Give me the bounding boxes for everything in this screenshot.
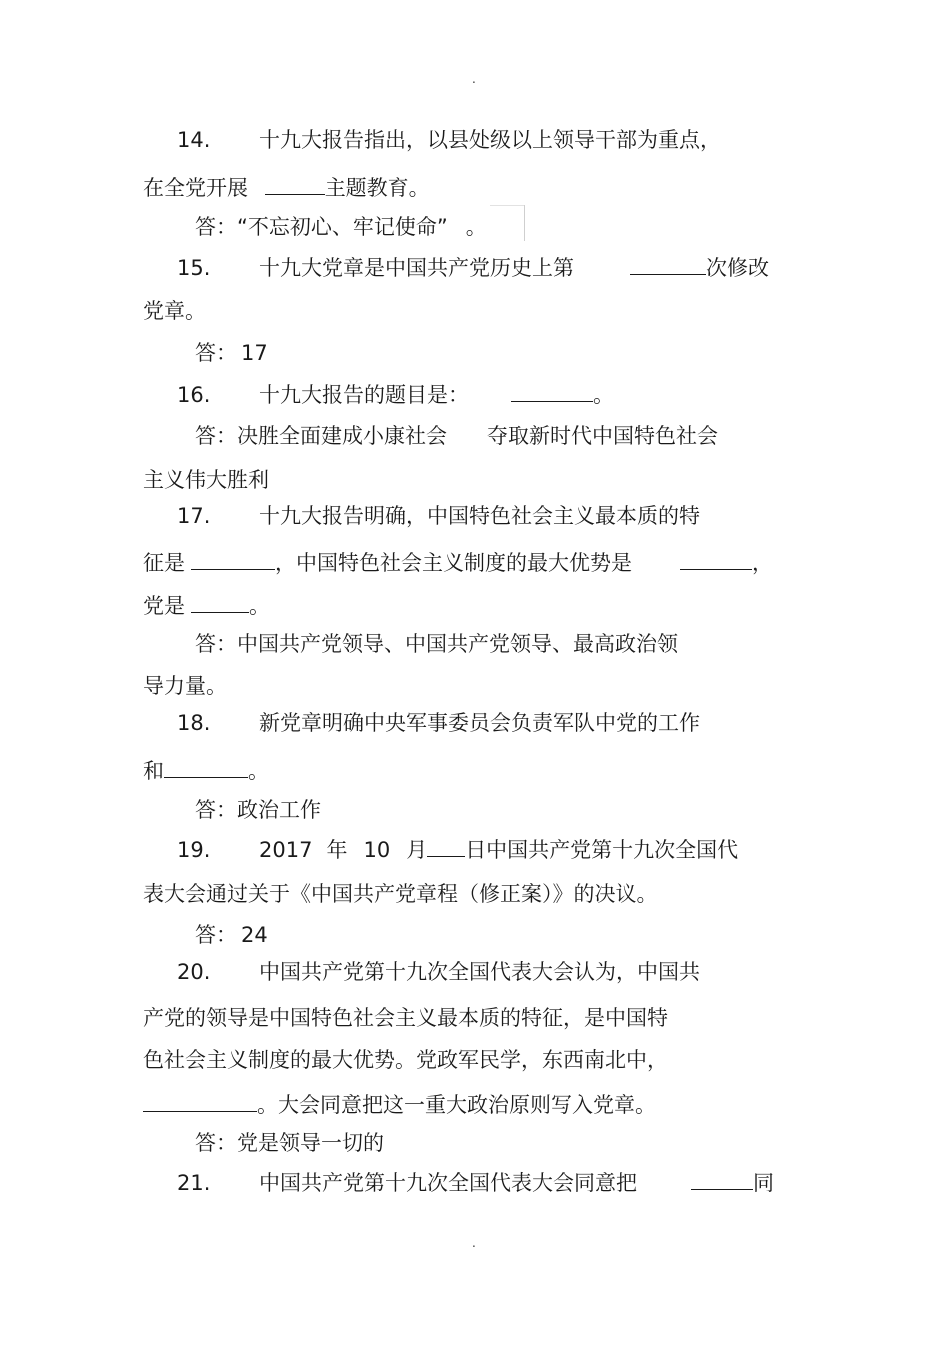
question-20-cont2 <box>143 1046 668 1074</box>
question-number: 21. <box>177 1171 211 1195</box>
fill-blank <box>191 547 275 570</box>
fill-blank <box>427 834 465 857</box>
question-text: 。 <box>257 1093 278 1117</box>
question-text: 。 <box>248 759 269 783</box>
page-mark-top: . <box>472 72 476 86</box>
answer-text: 夺取新时代中国特色社会 <box>487 424 718 448</box>
question-18-cont <box>143 755 269 785</box>
question-text: 中国共产党第十九次全国代表大会认为，中国共 <box>259 960 700 984</box>
fill-blank <box>630 252 706 275</box>
answer-15 <box>195 339 268 367</box>
question-text: 次修改 <box>706 256 769 280</box>
answer-text: 17 <box>241 341 268 365</box>
question-text: 征是 <box>143 551 185 575</box>
answer-label: 答： <box>195 923 237 947</box>
question-20-cont <box>143 1004 668 1032</box>
question-text: 大会同意把这一重大政治原则写入党章。 <box>278 1093 656 1117</box>
answer-text: “不忘初心、牢记使命” <box>237 215 448 239</box>
answer-text: 政治工作 <box>237 798 321 822</box>
answer-text: 主义伟大胜利 <box>143 468 269 492</box>
question-text: 。 <box>249 594 270 618</box>
answer-16 <box>195 422 718 450</box>
question-text: 中国共产党第十九次全国代表大会同意把 <box>259 1171 637 1195</box>
question-text: 年 <box>326 838 348 862</box>
question-text: 党章。 <box>143 299 206 323</box>
question-17-cont2 <box>143 590 270 620</box>
fill-blank <box>143 1089 257 1112</box>
answer-label: 答： <box>195 341 237 365</box>
question-text: 。 <box>593 383 614 407</box>
question-15-cont <box>143 297 206 325</box>
fill-blank <box>680 547 752 570</box>
question-text: 10 <box>363 838 391 862</box>
question-text: 十九大报告指出，以县处级以上领导干部为重点， <box>259 128 721 152</box>
question-text: 月 <box>406 838 428 862</box>
question-text: 产党的领导是中国特色社会主义最本质的特征，是中国特 <box>143 1006 668 1030</box>
question-17 <box>177 502 700 530</box>
page-mark-bottom: . <box>472 1236 476 1250</box>
answer-18 <box>195 796 321 824</box>
question-text: 2017 <box>259 838 313 862</box>
question-19 <box>177 834 738 864</box>
question-text: 色社会主义制度的最大优势。党政军民学，东西南北中， <box>143 1048 668 1072</box>
answer-text: 。 <box>465 215 487 239</box>
question-text: 和 <box>143 759 164 783</box>
question-text: 在全党开展 <box>143 176 248 200</box>
question-17-cont <box>143 547 773 577</box>
answer-text: 中国共产党领导、中国共产党领导、最高政治领 <box>237 632 678 656</box>
question-number: 14. <box>177 128 211 152</box>
answer-text: 党是领导一切的 <box>237 1131 384 1155</box>
question-number: 19. <box>177 838 211 862</box>
question-text: 党是 <box>143 594 185 618</box>
question-20-cont3 <box>143 1089 656 1119</box>
question-text: ， <box>752 551 773 575</box>
answer-label: 答： <box>195 798 237 822</box>
question-16 <box>177 379 614 409</box>
question-text: ，中国特色社会主义制度的最大优势是 <box>275 551 632 575</box>
question-18 <box>177 709 700 737</box>
answer-text: 24 <box>241 923 268 947</box>
answer-label: 答： <box>195 215 237 239</box>
answer-20 <box>195 1129 384 1157</box>
question-text: 主题教育。 <box>324 176 430 200</box>
answer-14 <box>195 213 487 241</box>
divider <box>524 205 525 241</box>
answer-label: 答： <box>195 424 237 448</box>
fill-blank <box>511 379 593 402</box>
question-15 <box>177 252 769 282</box>
question-text: 十九大党章是中国共产党历史上第 <box>259 256 574 280</box>
question-14-cont <box>143 172 430 202</box>
question-text: 日中国共产党第十九次全国代 <box>465 838 739 862</box>
fill-blank <box>191 590 249 613</box>
answer-17-cont <box>143 672 227 700</box>
fill-blank <box>265 172 325 195</box>
answer-label: 答： <box>195 632 237 656</box>
question-number: 20. <box>177 960 211 984</box>
answer-label: 答： <box>195 1131 237 1155</box>
answer-19 <box>195 921 268 949</box>
question-number: 15. <box>177 256 211 280</box>
question-text: 同 <box>753 1171 774 1195</box>
question-text: 新党章明确中央军事委员会负责军队中党的工作 <box>259 711 700 735</box>
question-14 <box>177 126 721 154</box>
question-21 <box>177 1167 774 1197</box>
question-number: 18. <box>177 711 211 735</box>
question-number: 17. <box>177 504 211 528</box>
answer-16-cont <box>143 466 269 494</box>
question-19-cont <box>143 880 658 908</box>
answer-text: 决胜全面建成小康社会 <box>237 424 447 448</box>
question-text: 十九大报告的题目是： <box>259 383 469 407</box>
answer-text: 导力量。 <box>143 674 227 698</box>
answer-17 <box>195 630 678 658</box>
divider <box>490 205 525 206</box>
question-20 <box>177 958 700 986</box>
fill-blank <box>164 755 248 778</box>
question-text: 十九大报告明确，中国特色社会主义最本质的特 <box>259 504 700 528</box>
question-number: 16. <box>177 383 211 407</box>
fill-blank <box>691 1167 753 1190</box>
question-text: 表大会通过关于《中国共产党章程（修正案）》的决议。 <box>143 882 658 906</box>
